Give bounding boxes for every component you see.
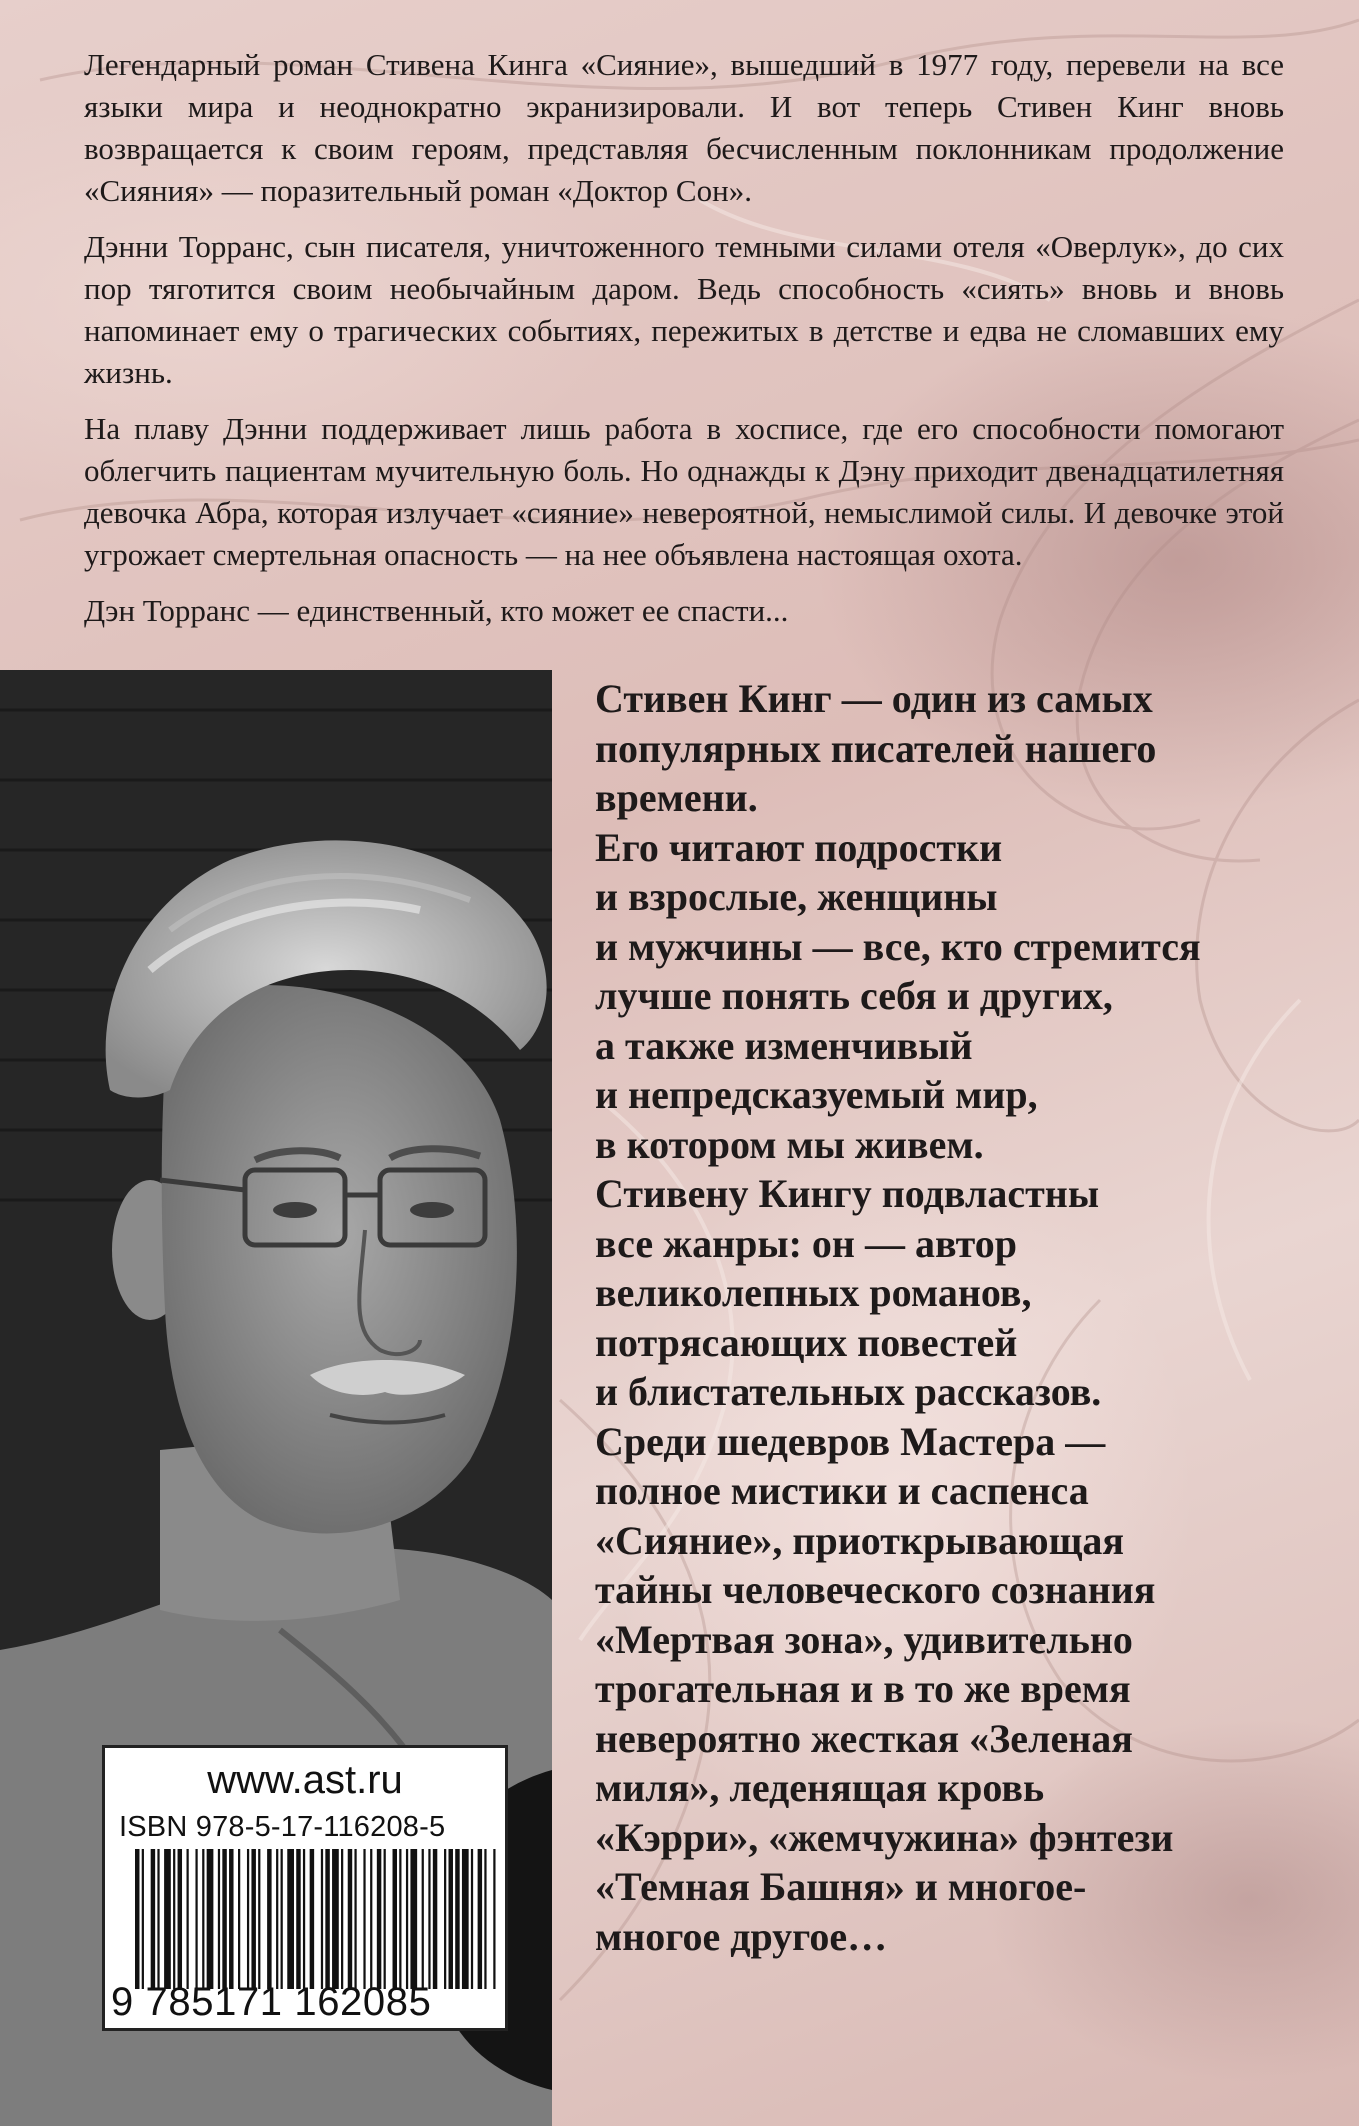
- barcode-bar: [267, 1849, 271, 1989]
- barcode-bar: [251, 1849, 255, 1989]
- author-praise: [595, 674, 1315, 1961]
- barcode-bar: [325, 1849, 329, 1989]
- barcode-bar: [449, 1849, 453, 1989]
- blurb-paragraph: Дэнни Торранс, сын писателя, уничтоженного темными силами отеля «Оверлук», до сих пор тяготится своим необычайным даром. Ведь способность «сиять» вновь и вновь напоминает ему о трагических событиях, пережитых в детстве и едва не сломавших ему жизнь.: [84, 229, 1284, 390]
- barcode-bar: [462, 1849, 469, 1989]
- isbn-number: ISBN 978-5-17-116208-5: [119, 1811, 446, 1843]
- barcode-bar: [433, 1849, 437, 1989]
- barcode-bar: [287, 1849, 294, 1989]
- praise-line: «Сияние», приоткрывающая: [595, 1517, 1124, 1563]
- praise-line: Стивену Кингу подвластны: [595, 1171, 1100, 1216]
- barcode-bar: [455, 1849, 459, 1989]
- barcode-bar: [410, 1849, 417, 1989]
- praise-line: Стивен Кинг — один из самых: [595, 676, 1153, 721]
- barcode-bar: [478, 1849, 482, 1989]
- barcode-bar: [187, 1849, 189, 1989]
- barcode-bar: [151, 1849, 155, 1989]
- praise-line: «Мертвая зона», удивительно: [595, 1616, 1133, 1662]
- barcode-bar: [157, 1849, 159, 1989]
- barcode-bar: [332, 1849, 339, 1989]
- book-blurb: [84, 44, 1284, 646]
- praise-line: потрясающих повестей: [595, 1319, 1018, 1365]
- praise-line: «Темная Башня» и многое-: [595, 1864, 1087, 1909]
- blurb-paragraph: На плаву Дэнни поддерживает лишь работа в хосписе, где его способности помогают облегчить пациентам мучительную боль. Но однажды к Дэну приходит двенадцатилетняя девочка Абра, которая излучает «сияние» невероятной, немыслимой силы. И девочке этой угрожает смертельная опасность — на нее объявлена настоящая охота.: [84, 411, 1284, 572]
- barcode-bar: [377, 1849, 381, 1989]
- barcode-bar: [363, 1849, 365, 1989]
- praise-line: популярных писателей нашего: [595, 725, 1157, 771]
- barcode-bar: [393, 1849, 397, 1989]
- barcode-bar: [354, 1849, 356, 1989]
- barcode-bar: [195, 1849, 197, 1989]
- barcode-bar: [142, 1849, 144, 1989]
- blurb-paragraph: Легендарный роман Стивена Кинга «Сияние», вышедший в 1977 году, перевели на все языки мира и неоднократно экранизировали. И вот теперь Стивен Кинг вновь возвращается к своим героям, представляя бесчисленным поклонникам продолжение «Сияния» — поразительный роман «Доктор Сон».: [84, 47, 1284, 208]
- praise-line: полное мистики и саспенса: [595, 1468, 1089, 1513]
- praise-line: великолепных романов,: [595, 1270, 1032, 1315]
- barcode-bars: [135, 1849, 500, 1989]
- barcode-bar: [238, 1849, 240, 1989]
- barcode-bar: [348, 1849, 352, 1989]
- barcode-bar: [202, 1849, 204, 1989]
- barcode-bar: [444, 1849, 446, 1989]
- ean-digits: 9 785171 162085: [111, 1980, 432, 2024]
- barcode-bar: [384, 1849, 386, 1989]
- barcode-bar: [406, 1849, 408, 1989]
- barcode-bar: [247, 1849, 249, 1989]
- barcode-bar: [484, 1849, 486, 1989]
- barcode-bar: [281, 1849, 283, 1989]
- praise-line: лучше понять себя и других,: [595, 973, 1113, 1018]
- praise-line: и мужчины — все, кто стремится: [595, 923, 1201, 969]
- barcode-bar: [399, 1849, 401, 1989]
- barcode-bar: [370, 1849, 372, 1989]
- praise-line: времени.: [595, 775, 758, 820]
- barcode-bar: [341, 1849, 343, 1989]
- praise-line: в котором мы живем.: [595, 1121, 984, 1167]
- barcode-bar: [207, 1849, 214, 1989]
- praise-line: и непредсказуемый мир,: [595, 1072, 1038, 1117]
- praise-line: и блистательных рассказов.: [595, 1369, 1102, 1414]
- barcode-bar: [303, 1849, 305, 1989]
- barcode-bar: [428, 1849, 430, 1989]
- barcode-bar: [422, 1849, 424, 1989]
- barcode-block: [102, 1745, 508, 2031]
- praise-line: тайны человеческого сознания: [595, 1567, 1156, 1612]
- praise-line: невероятно жесткая «Зеленая: [595, 1715, 1133, 1761]
- praise-line: все жанры: он — автор: [595, 1220, 1017, 1266]
- praise-line: Его читают подростки: [595, 824, 1003, 870]
- barcode-bar: [471, 1849, 473, 1989]
- barcode-bar: [276, 1849, 278, 1989]
- barcode-bar: [173, 1849, 175, 1989]
- barcode-bar: [178, 1849, 182, 1989]
- praise-line: трогательная и в то же время: [595, 1666, 1131, 1711]
- barcode-bar: [229, 1849, 233, 1989]
- barcode-bar: [493, 1849, 495, 1989]
- barcode-bar: [218, 1849, 220, 1989]
- publisher-website: www.ast.ru: [207, 1758, 403, 1802]
- barcode-bar: [310, 1849, 314, 1989]
- barcode-bar: [222, 1849, 226, 1989]
- praise-line: многое другое…: [595, 1913, 888, 1959]
- praise-line: миля», леденящая кровь: [595, 1765, 1045, 1810]
- barcode-bar: [258, 1849, 260, 1989]
- barcode-bar: [296, 1849, 300, 1989]
- barcode-bar: [135, 1849, 139, 1989]
- praise-line: а также изменчивый: [595, 1022, 973, 1068]
- praise-line: и взрослые, женщины: [595, 874, 998, 919]
- barcode-bar: [321, 1849, 323, 1989]
- praise-line: Среди шедевров Мастера —: [595, 1418, 1106, 1464]
- praise-line: «Кэрри», «жемчужина» фэнтези: [595, 1814, 1174, 1860]
- barcode-bar: [164, 1849, 171, 1989]
- blurb-paragraph: Дэн Торранс — единственный, кто может ее спасти...: [84, 593, 789, 628]
